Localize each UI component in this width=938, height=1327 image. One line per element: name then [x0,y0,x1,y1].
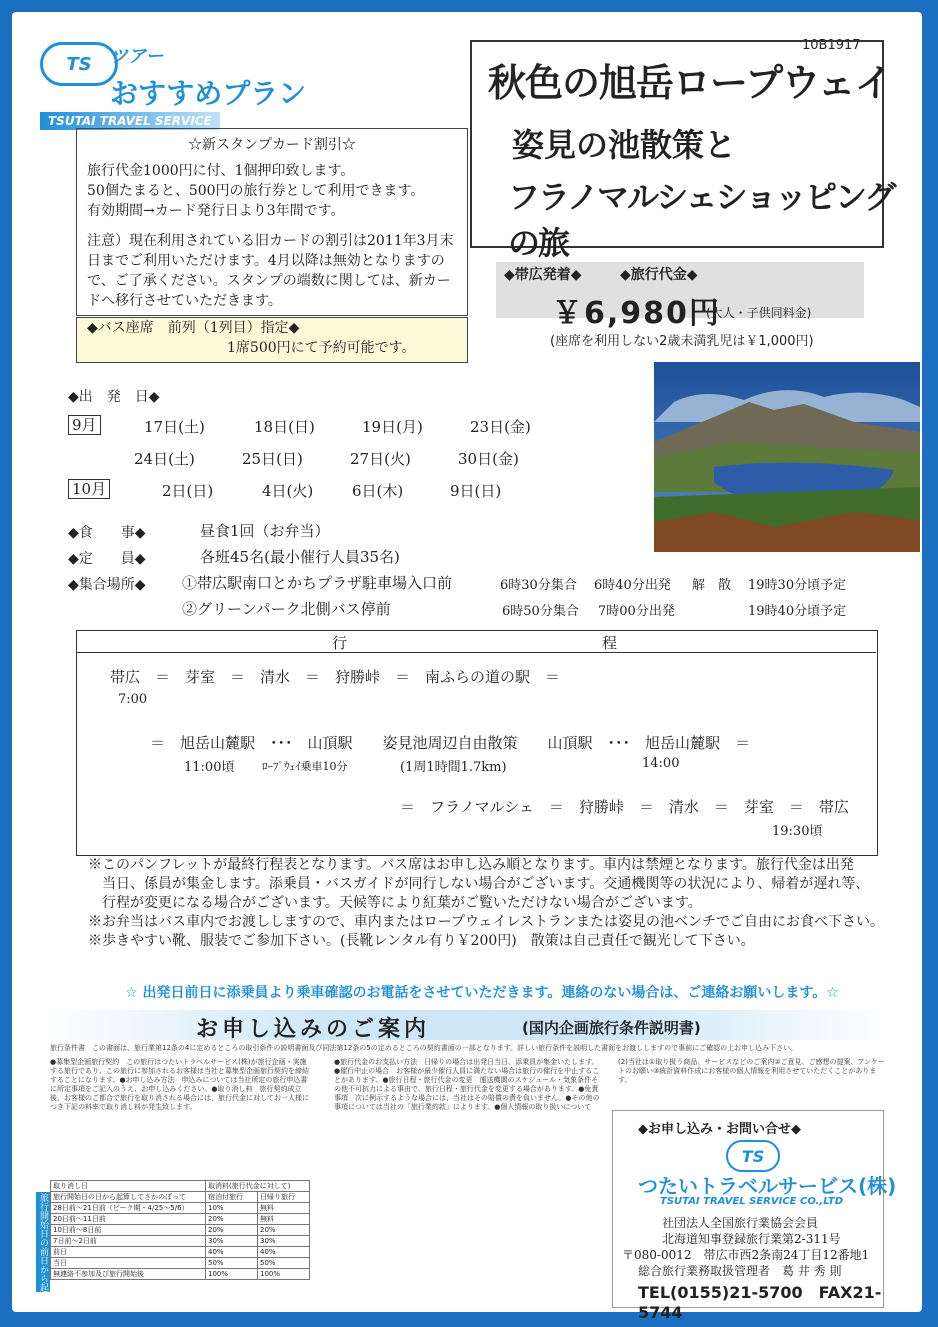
company-en: TSUTAI TRAVEL SERVICE CO.,LTD [660,1196,844,1207]
meeting-label: ◆集合場所◆ [68,577,146,593]
ts-logo: TS [40,42,118,86]
guide-bar [42,1010,892,1040]
tbl-cell: 無連絡不参加及び旅行開始後 [51,1269,206,1280]
contact-header: ◆お申し込み・お問い合せ◆ [638,1122,801,1137]
table-row [51,1214,310,1225]
tbl-cell: 旅行開始日の日から起算してさかのぼって [51,1192,206,1203]
tbl-h3: 宿泊付旅行 [206,1192,258,1203]
tbl-cell: 50% [258,1258,310,1269]
call-notice: ☆ 出発日前日に添乗員より乗車確認のお電話をさせていただきます。連絡のない場合は、ご連絡お願いします。☆ [125,985,839,1001]
meeting1-depart: 6時40分出発 [594,578,671,593]
address: 〒080-0012 帯広市西2条南24丁目12番地1 [622,1248,870,1262]
seat-box [76,317,468,363]
company-logo: TS [726,1140,780,1172]
meeting2-depart: 7時00分出発 [598,604,675,619]
itinerary-row1: 帯広 ＝ 芽室 ＝ 清水 ＝ 狩勝峠 ＝ 南ふらの道の駅 ＝ [110,668,561,686]
itinerary-time2a: 11:00頃 [184,760,235,775]
sep-date-4: 23日(金) [470,418,531,436]
seat-line1: ◆バス座席 前列（1列目）指定◆ [87,320,300,336]
company-en-bar: TSUTAI TRAVEL SERVICE [40,112,220,130]
fine-col2: ●旅行代金のお支払い方法 日帰りの場合は出発日当日、添乗員が集金いたします。●催行中止の場合 お客様が最少催行人員に満たない場合は旅行の催行を中止することがあります。●旅行日程・旅行代金の変更 運送機関のスケジュール・気象条件その他不可抗力による事由で、旅行日程・旅行代金を変更する場合があります。●免責事項 次に例示するような場合には、当社はその賠償の責を負いません。●その他の事項については当社の「旅行業約款」によります。●個人情報の取り扱いについて [334,1058,600,1111]
oct-date-1: 2日(日) [162,482,214,500]
association: 社団法人全国旅行業協会会員 [662,1216,819,1230]
itinerary-header [76,630,876,653]
stamp-p1: 旅行代金1000円に付、1個押印致します。 [87,163,355,179]
meeting1-end: 19時30分頃予定 [748,578,847,593]
oct-date-2: 4日(火) [262,482,314,500]
sep-date-2: 18日(日) [254,418,315,436]
table-row [51,1192,310,1203]
tbl-cell: 10日前〜8日前 [51,1225,206,1236]
fine-intro: 旅行条件書 この書面は、旅行業第12条の4に定めるところの取引条件の説明書面及び同法第12条の5の定めるところの契約書面の一部となります。詳しい旅行条件を説明した書面をお渡ししますので事前にご確認の上お申し込み下さい。 [50,1044,798,1052]
sep-date-6: 25日(日) [242,450,303,468]
registration: 北海道知事登録旅行業第2-311号 [662,1232,841,1246]
table-row [51,1236,310,1247]
price-amount: ￥6,980円 [552,296,721,331]
meeting2-gather: 6時50分集合 [502,604,579,619]
tbl-cell: 20日前〜11日前 [51,1214,206,1225]
guide-subtitle: (国内企画旅行条件説明書) [522,1019,701,1037]
stamp-note: 注意）現在利用されている旧カードの割引は2011年3月末日までご利用いただけます。4月以降は無効となりますので、ご了承ください。スタンプの端数に関しては、新カードへ移行させていただきます。 [87,233,454,309]
cancellation-table [50,1180,310,1280]
tbl-cell: 20% [206,1225,258,1236]
month-oct: 10月 [68,479,110,499]
tbl-cell: 30% [258,1236,310,1247]
fee-label: ◆旅行代金◆ [620,267,698,283]
tbl-cell: 50% [206,1258,258,1269]
meal-label: ◆食 事◆ [68,525,146,541]
tbl-cell: 7日前〜2日前 [51,1236,206,1247]
tbl-cell: 10% [206,1203,258,1214]
oct-date-3: 6日(木) [352,482,404,500]
tbl-cell: 20% [206,1214,258,1225]
tbl-cell: 前日 [51,1247,206,1258]
recommended-plan-title: おすすめプラン [110,77,307,110]
tbl-cell: 40% [258,1247,310,1258]
itinerary-row2: ＝ 旭岳山麓駅 ･･･ 山頂駅 姿見池周辺自由散策 山頂駅 ･･･ 旭岳山麓駅 ＝ [150,734,751,752]
tbl-cell: 28日前〜21日前（ピーク期・4/25〜5/6） [51,1203,206,1214]
stamp-header: ☆新スタンプカード割引☆ [188,137,356,153]
itinerary-time1: 7:00 [118,692,148,707]
tbl-h1: 取り消し日 [51,1181,206,1192]
fine-col3: (2)当社は①取り扱う商品、サービスなどのご案内②ご意見、ご感想の提案、アンケートのお願い③統計資料作成にお客様の個人情報を利用させていただくことがあります。 [618,1058,886,1084]
sep-date-5: 24日(土) [134,450,195,468]
tbl-cell: 100% [206,1269,258,1280]
flyer-page [12,12,922,1322]
tbl-cell: 40% [206,1247,258,1258]
plan-code: 10B1917 [802,38,861,53]
meal-value: 昼食1回（お弁当） [200,522,330,540]
stamp-p3: 有効期間→カード発行日より3年間です。 [87,203,345,219]
meeting1-gather: 6時30分集合 [500,578,577,593]
table-row [51,1269,310,1280]
sep-date-7: 27日(火) [350,450,411,468]
table-row [51,1203,310,1214]
meeting-place-2: ②グリーンパーク北側バス停前 [182,600,391,618]
tbl-cell: 無料 [258,1203,310,1214]
table-row [51,1247,310,1258]
table-side-label: 旅行開始日の前日から起算して [25,1192,48,1292]
tour-label: ツアー [110,46,164,67]
meeting2-end: 19時40分頃予定 [748,604,847,619]
sep-date-8: 30日(金) [458,450,519,468]
tbl-cell: 無料 [258,1214,310,1225]
contact-tel[interactable]: TEL(0155)21-5700 FAX21-5744 [638,1283,882,1322]
sep-date-3: 19日(月) [362,418,423,436]
tbl-cell: 20% [258,1225,310,1236]
price-note: (大人・子供同料金) [706,306,812,320]
tbl-h2: 取消料(旅行代金に対して) [206,1181,310,1192]
tbl-h4: 日帰り旅行 [258,1192,310,1203]
note-2: 当日、係員が集金します。添乗員・バスガイドが同行しない場合がございます。交通機関等の状況により、帰着が遅れ等、 [88,876,870,892]
seat-line2: 1席500円にて予約可能です。 [227,340,416,356]
mountain-lake-photo [654,362,920,552]
itinerary-ropeway: ﾛｰﾌﾟｳｪｲ乗車10分 [262,760,348,773]
note-1: ※このパンフレットが最終行程表となります。バス席はお申し込み順となります。車内は禁煙となります。旅行代金は出発 [88,857,854,873]
itinerary-time3: 19:30頃 [772,824,823,839]
tbl-cell: 100% [258,1269,310,1280]
itinerary-walk: (1周1時間1.7km) [400,760,507,775]
note-5: ※歩きやすい靴、服装でご参加下さい。(長靴レンタル有り￥200円) 散策は自己責任で観光して下さい。 [88,933,755,949]
capacity-value: 各班45名(最小催行人員35名) [200,548,400,566]
dissolve-label: 解 散 [692,578,732,593]
table-row [51,1258,310,1269]
title-line2: 姿見の池散策と [512,126,737,164]
title-line3: フラノマルシェショッピングの旅 [508,178,895,262]
infant-note: (座席を利用しない2歳未満乳児は￥1,000円) [550,334,814,349]
itinerary-head-left: 行 [332,634,348,652]
oct-date-4: 9日(日) [450,482,502,500]
stamp-p2: 50個たまると、500円の旅行券として利用できます。 [87,183,425,199]
guide-title: お申し込みのご案内 [196,1017,431,1042]
title-line1: 秋色の旭岳ロープウェイ [488,61,892,105]
month-sep: 9月 [68,415,101,435]
company-name: つたいトラベルサービス(株) [638,1174,897,1198]
meeting-place-1: ①帯広駅南口とかちプラザ駐車場入口前 [182,574,453,592]
manager: 総合旅行業務取扱管理者 葛 井 秀 則 [638,1264,842,1278]
sep-date-1: 17日(土) [144,418,205,436]
capacity-label: ◆定 員◆ [68,551,146,567]
departure-point-label: ◆帯広発着◆ [504,267,582,283]
departure-label: ◆出 発 日◆ [68,389,160,405]
itinerary-row3: ＝ フラノマルシェ ＝ 狩勝峠 ＝ 清水 ＝ 芽室 ＝ 帯広 [400,798,849,816]
stamp-card-box [76,128,468,316]
note-4: ※お弁当はバス車内でお渡ししますので、車内またはロープウェイレストランまたは姿見の池ベンチでご自由にお食べ下さい。 [88,914,885,930]
tbl-cell: 当日 [51,1258,206,1269]
fine-col1: ●募集型企画旅行契約 この旅行はつたいトラベルサービス(株)が旅行企画・実施する旅行であり、この旅行に参加されるお客様は当社と募集型企画旅行契約を締結することになります。●お申し込み方法 申込みについては当社所定の旅行申込書に所定事項をご記入のうえ、お申し込みください。●取り消し料 旅行契約成立後、お客様のご都合で旅行を取り消される場合には、旅行代金に対してお一人様につき下記の料率で取り消し料が発生致します。 [50,1058,309,1111]
table-row [51,1225,310,1236]
itinerary-head-right: 程 [602,634,618,652]
notes [88,856,908,951]
tbl-cell: 30% [206,1236,258,1247]
note-3: 行程が変更になる場合がございます。天候等により紅葉がご覧いただけない場合がございます。 [88,895,702,911]
itinerary-time2b: 14:00 [642,756,680,771]
